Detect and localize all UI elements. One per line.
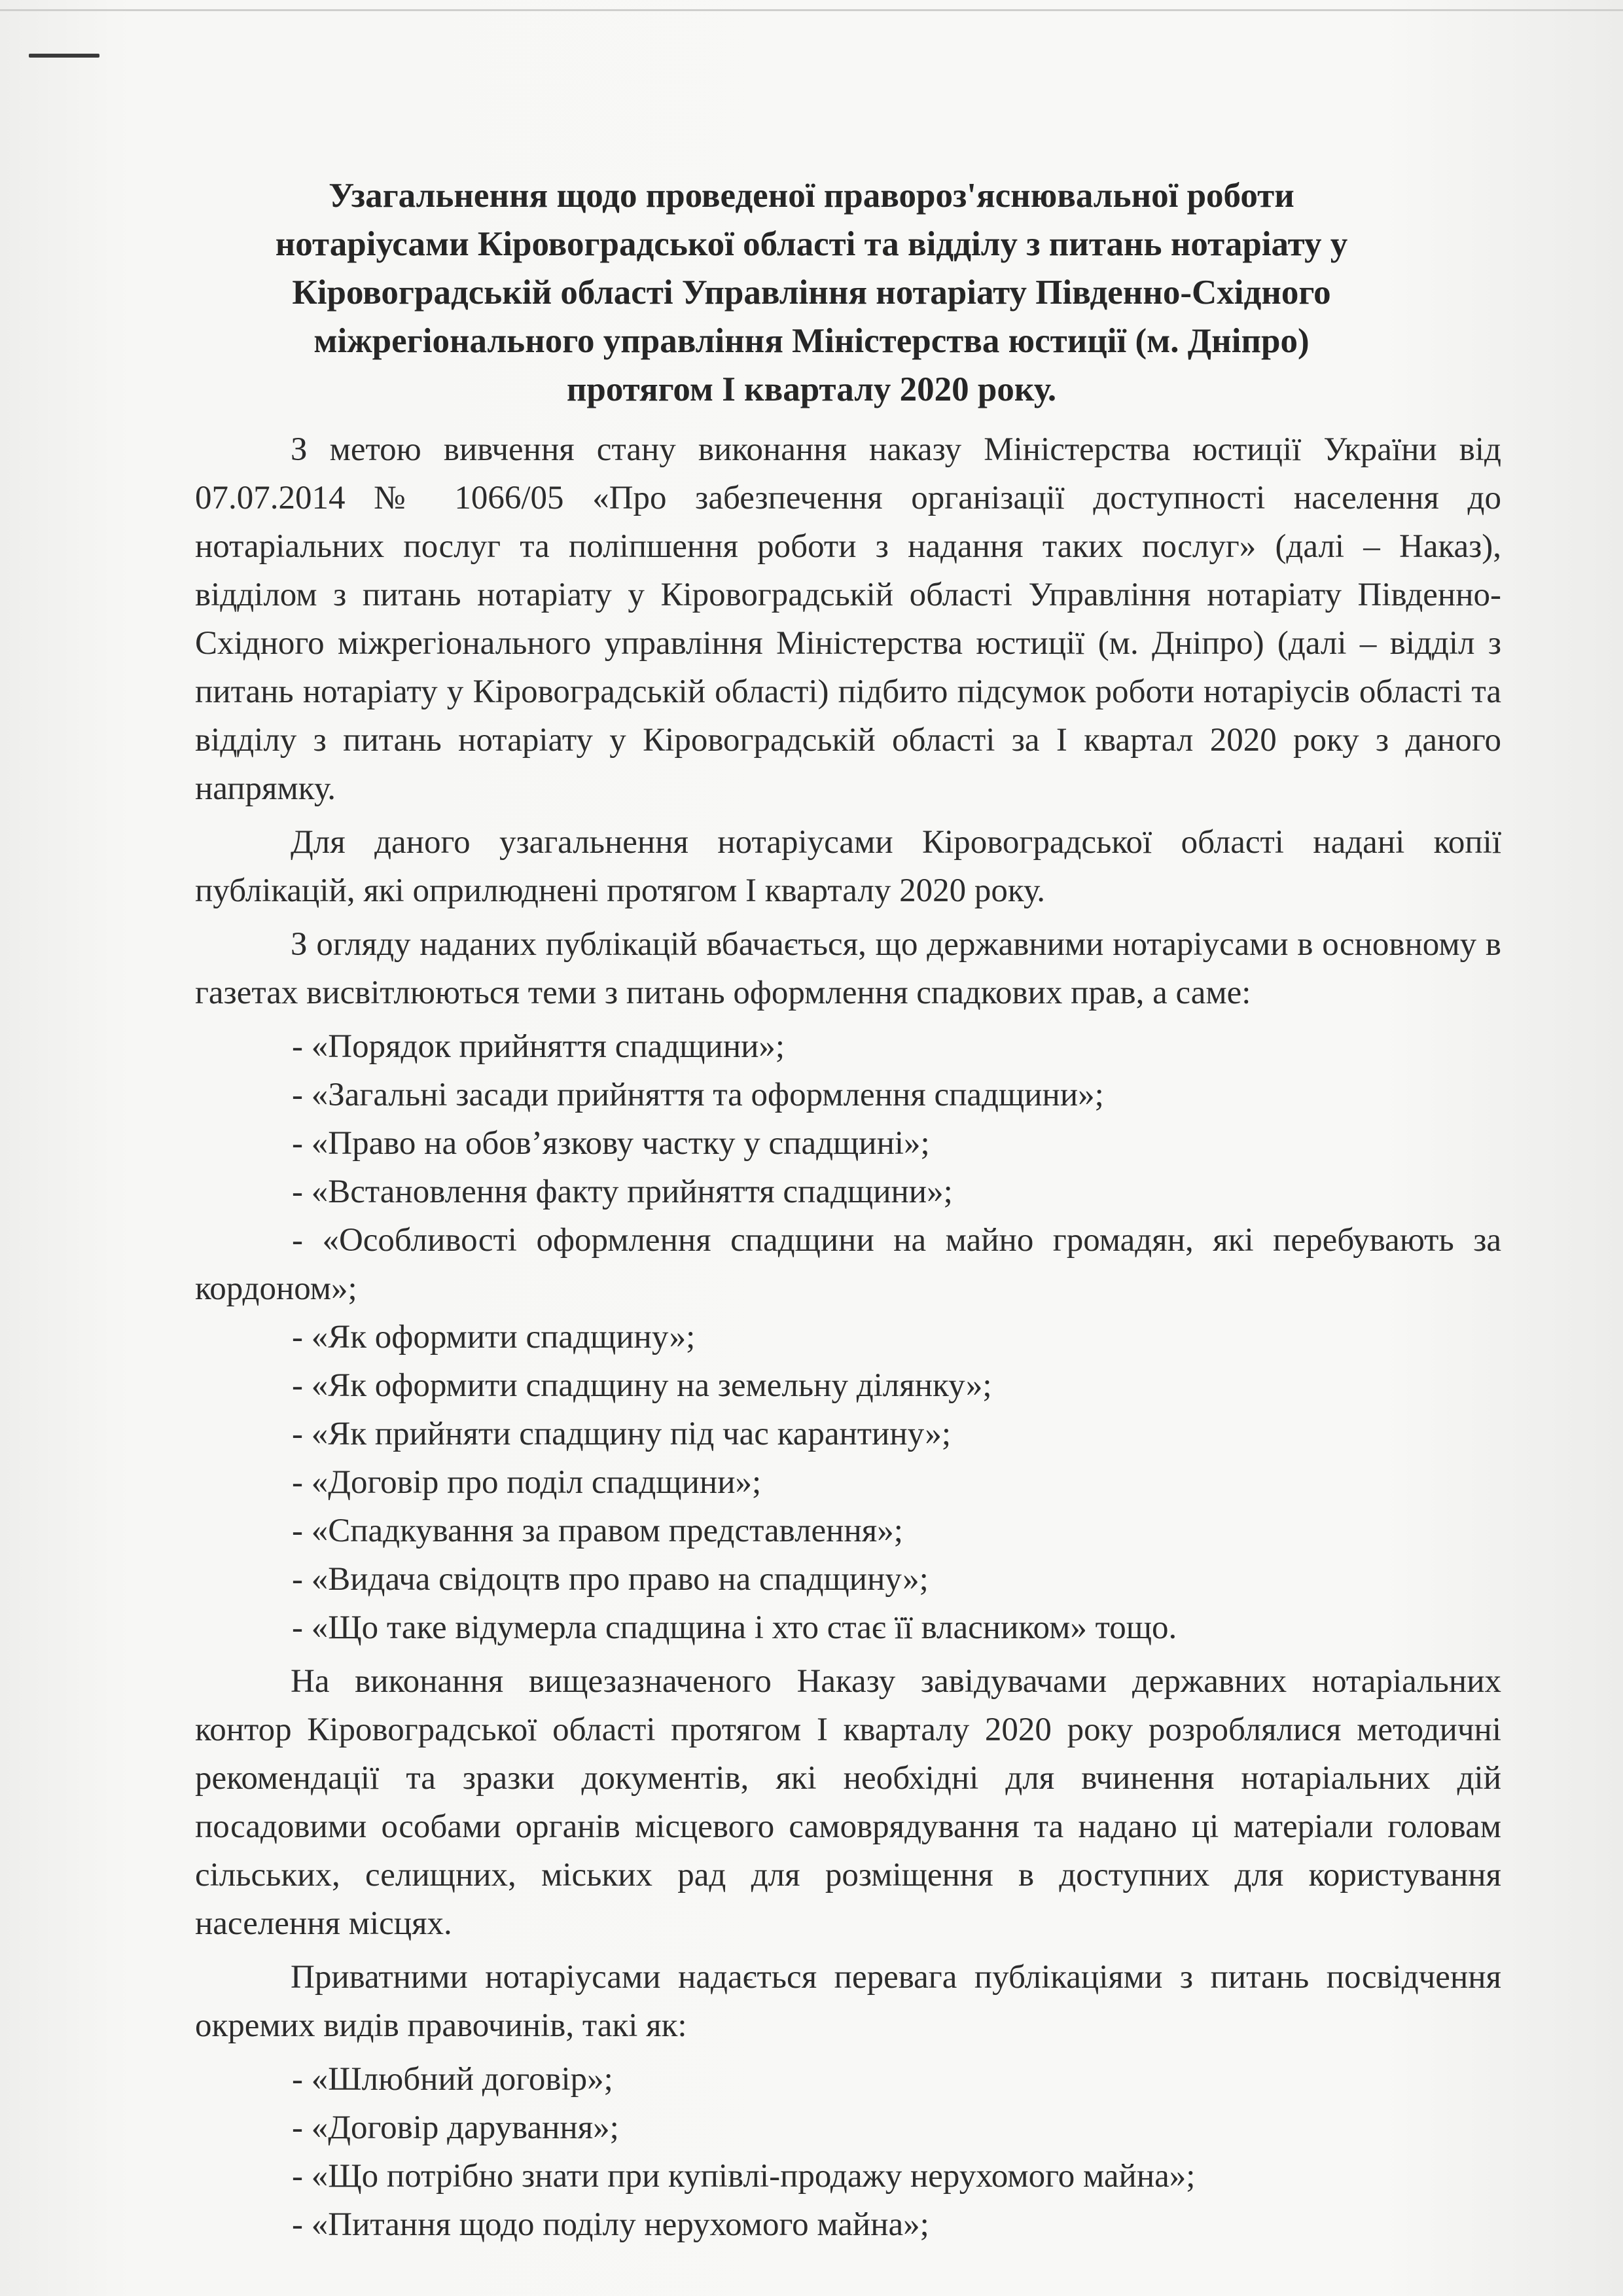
list-item: - «Як оформити спадщину»; bbox=[292, 1319, 696, 1355]
list-item: - «Як оформити спадщину на земельну ділянку»; bbox=[292, 1367, 992, 1404]
paragraph-private-notaries: Приватними нотаріусами надається перевага публікаціями з питань посвідчення окремих видів правочинів, такі як: bbox=[195, 1959, 1501, 2044]
transaction-topics-list bbox=[195, 2055, 1501, 2249]
list-item: - «Право на обов’язкову частку у спадщині»; bbox=[292, 1125, 930, 1162]
list-item: - «Видача свідоцтв про право на спадщину»; bbox=[292, 1561, 929, 1598]
list-item: - «Що таке відумерла спадщина і хто стає її власником» тощо. bbox=[292, 1609, 1177, 1646]
inheritance-topics-list bbox=[195, 1022, 1501, 1652]
paragraph-methodical: На виконання вищезазначеного Наказу завідувачами державних нотаріальних контор Кіровоградської області протягом І кварталу 2020 року розроблялися методичні рекомендації та зразки документів, які необхідні для вчинення нотаріальних дій посадовими особами органів місцевого самоврядування та надано ці матеріали головам сільських, селищних, міських рад для розміщення в доступних для користування населення місцях. bbox=[195, 1663, 1501, 1942]
title-line: міжрегіонального управління Міністерства юстиції (м. Дніпро) bbox=[313, 322, 1310, 360]
title-line: Узагальнення щодо проведеної праворoз'яснювальної роботи bbox=[329, 177, 1294, 215]
list-item: - «Що потрібно знати при купівлі-продажу нерухомого майна»; bbox=[292, 2158, 1196, 2195]
list-item: - «Загальні засади прийняття та оформлення спадщини»; bbox=[292, 1077, 1104, 1113]
list-item: - «Питання щодо поділу нерухомого майна»; bbox=[292, 2206, 929, 2243]
paragraph-state-notaries: З огляду наданих публікацій вбачається, що державними нотаріусами в основному в газетах висвітлюються теми з питань оформлення спадкових прав, а саме: bbox=[195, 926, 1501, 1011]
list-item: - «Договір дарування»; bbox=[292, 2109, 619, 2146]
scan-top-edge bbox=[0, 9, 1623, 11]
document-body bbox=[195, 425, 1501, 2254]
paragraph-materials: Для даного узагальнення нотаріусами Кіровоградської області надані копії публікацій, які оприлюднені протягом І кварталу 2020 року. bbox=[195, 824, 1501, 909]
title-line: Кіровоградській області Управління нотаріату Південно-Східного bbox=[292, 274, 1331, 312]
list-item: - «Встановлення факту прийняття спадщини»; bbox=[292, 1174, 953, 1210]
list-item: - «Особливості оформлення спадщини на майно громадян, які перебувають за кордоном»; bbox=[195, 1222, 1501, 1307]
list-item: - «Шлюбний договір»; bbox=[292, 2061, 613, 2098]
title-line: нотаріусами Кіровоградської області та відділу з питань нотаріату у bbox=[275, 225, 1348, 263]
list-item: - «Спадкування за правом представлення»; bbox=[292, 1513, 903, 1549]
list-item: - «Договір про поділ спадщини»; bbox=[292, 1464, 762, 1501]
list-item: - «Як прийняти спадщину під час карантину»; bbox=[292, 1416, 952, 1452]
paragraph-intro: З метою вивчення стану виконання наказу Міністерства юстиції України від 07.07.2014 № 1066/05 «Про забезпечення організації доступності населення до нотаріальних послуг та поліпшення роботи з надання таких послуг» (далі – Наказ), відділом з питань нотаріату у Кіровоградській області Управління нотаріату Південно-Східного міжрегіонального управління Міністерства юстиції (м. Дніпро) (далі – відділ з питань нотаріату у Кіровоградській області) підбито підсумок роботи нотаріусів області та відділу з питань нотаріату у Кіровоградській області за І квартал 2020 року з даного напрямку. bbox=[195, 431, 1501, 807]
list-item: - «Порядок прийняття спадщини»; bbox=[292, 1028, 785, 1065]
document-title bbox=[196, 171, 1427, 414]
title-line: протягом І кварталу 2020 року. bbox=[566, 370, 1057, 408]
corner-dash-mark bbox=[29, 54, 99, 58]
